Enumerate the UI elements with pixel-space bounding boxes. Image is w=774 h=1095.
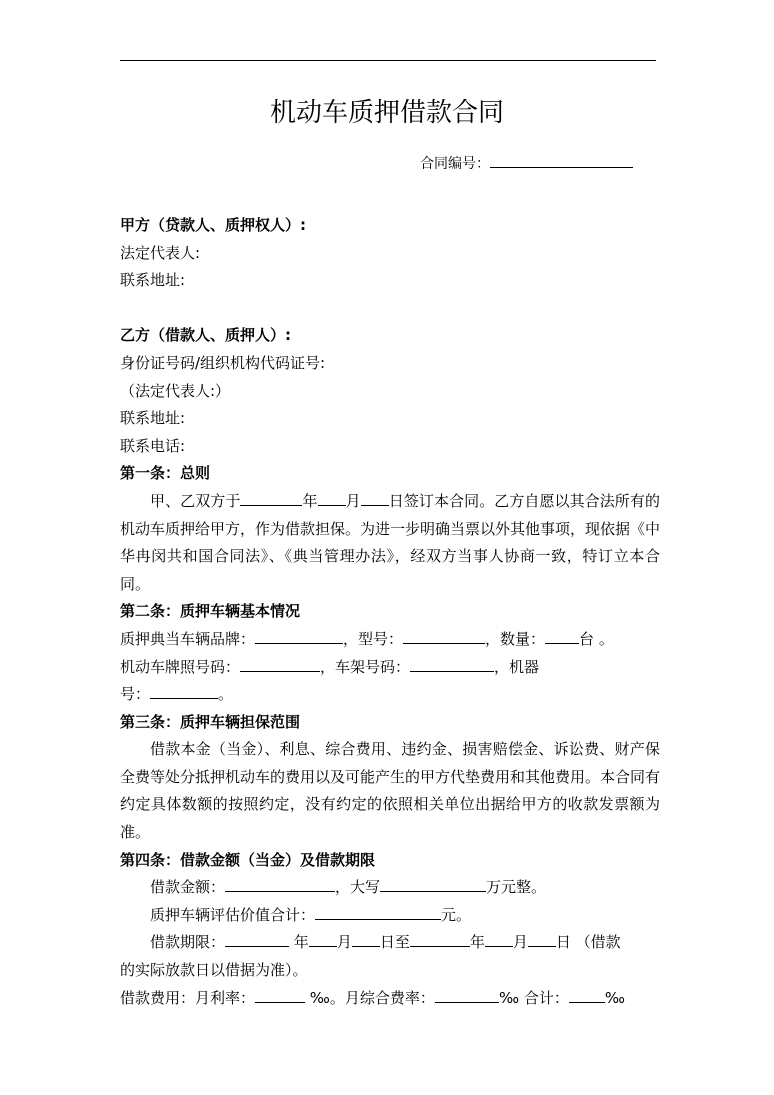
contract-number xyxy=(420,150,633,173)
article-2-line-2: 机动车牌照号码： ，车架号码： ，机器 xyxy=(120,654,660,682)
contract-number-label: 合同编号： xyxy=(420,156,490,172)
document-body xyxy=(120,212,660,1012)
party-a-address: 联系地址: xyxy=(120,271,186,290)
article-3-heading: 第三条：质押车辆担保范围 xyxy=(120,712,301,731)
article-4-amount: 借款金额： ，大写 万元整。 xyxy=(120,874,660,902)
article-2-line-3: 号： 。 xyxy=(120,681,660,709)
article-2-line-1: 质押典当车辆品牌： ，型号： ，数量： 台 。 xyxy=(120,626,660,654)
article-1-text: 甲、乙双方于 年 月 日签订本合同。乙方自愿以其合法所有的机动车质押给甲方，作为借款担保。为进一步明确当票以外其他事项，现依据《中华冉闵共和国合同法》、《典当管理办法》，经双方当事人协商一致，特订立本合同。 xyxy=(120,488,660,598)
article-4-heading: 第四条：借款金额（当金）及借款期限 xyxy=(120,850,376,869)
header-rule xyxy=(120,60,656,61)
party-b-id: 身份证号码/组织机构代码证号: xyxy=(120,353,326,372)
article-4-fee: 借款费用：月利率： ‰。月综合费率： ‰ 合计： ‰ xyxy=(120,985,660,1013)
article-4-term-end: 的实际放款日以借据为准）。 xyxy=(120,961,308,980)
article-2-heading: 第二条：质押车辆基本情况 xyxy=(120,602,301,621)
party-b-address: 联系地址: xyxy=(120,409,186,428)
party-a-rep: 法定代表人: xyxy=(120,243,201,262)
article-3-text: 借款本金（当金）、利息、综合费用、违约金、损害赔偿金、诉讼费、财产保全费等处分抵押机动车的费用以及可能产生的甲方代垫费用和其他费用。本合同有约定具体数额的按照约定，没有约定的依照相关单位出据给甲方的收款发票额为准。 xyxy=(120,740,661,842)
article-4-valuation: 质押车辆评估价值合计： 元。 xyxy=(120,902,660,930)
party-b-heading: 乙方（借款人、质押人）: xyxy=(120,326,291,345)
party-b-rep: （法定代表人:） xyxy=(120,381,231,400)
contract-number-blank xyxy=(490,150,633,168)
party-b-phone: 联系电话: xyxy=(120,436,186,455)
article-4-term: 借款期限： 年 月 日至 年 月 日 （借款 xyxy=(120,929,660,957)
document-title: 机动车质押借款合同 xyxy=(269,98,504,128)
party-a-heading: 甲方（贷款人、质押权人）: xyxy=(120,216,306,234)
article-1-heading: 第一条：总则 xyxy=(120,464,211,483)
